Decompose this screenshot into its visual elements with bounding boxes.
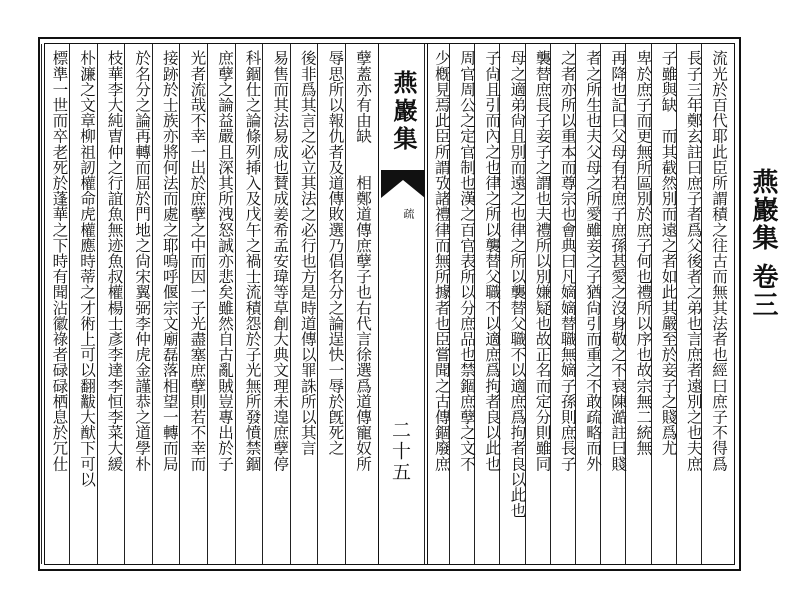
text-column: 庶孽之論益嚴且深其所洩怒誠亦悲矣雖然自古亂賊豈專出於子 xyxy=(216,50,234,472)
text-column: 朴濂之文章柳祖訒權命虎權應時蒂之才術上可以翻黻大猷下可以 xyxy=(78,50,96,487)
text-column: 光者流哉不幸一出於庶孽之中而因一子光盡塞庶孽則若不幸而 xyxy=(188,50,207,472)
page-number: 二十五 xyxy=(389,420,411,483)
text-column: 卑於庶子而更無所區別於庶子何也禮所以序也故宗無二統無 xyxy=(634,50,653,456)
text-column: 母之適弟尙且別而遠之也律之所以襲替父職不以適庶爲拘者良以此也 xyxy=(508,50,527,518)
text-column: 後非爲其言之必立其法之必行也方是時道傳以罪誅所以其言 xyxy=(298,50,317,456)
text-column: 於名分之論再轉而屈於門地之尙宋翼弼李仲虎金謹恭之道學朴 xyxy=(133,50,152,472)
text-column: 科錮仕之論條列揷入及戊午之禍士流積怨於子光無所發憤禁錮 xyxy=(243,50,262,472)
text-column: 易售而其法易成也賛成姜希孟安瑋等草創大典文理未遑庶孽停 xyxy=(271,50,290,472)
fish-tail-ornament xyxy=(381,170,425,198)
text-column: 之者亦所以重本而尊宗也會典曰凡嫡嫡替職無嫡子孫則庶長子 xyxy=(558,50,577,472)
text-column: 者之所生也夫父母之所愛雖妾之子猶尙引而重之不敢疏略而外 xyxy=(584,50,602,472)
text-column: 子尙且引而內之也律之所以襲替父職不以適庶爲拘者良以此也 xyxy=(483,50,502,472)
text-column: 辱思所以報仇者及道傳敗選乃倡名分之論逞快一辱於旣死之 xyxy=(326,50,345,456)
text-column: 枝華李大純曺仲之行誼魚無迹魚叔權楊士彥李達李恒李菜大緩 xyxy=(105,50,124,472)
text-column: 長子三年鄭玄註曰庶子者爲父後者之弟也言庶者遠別之也夫庶 xyxy=(684,50,703,472)
fold-title: 燕巖集 xyxy=(389,70,418,154)
text-column: 標準一世而卒老死於蓬華之下時有聞沾徽祿者碌碌栖息於冗仕 xyxy=(50,50,69,472)
text-column: 孽蓋亦有由缺 相鄭道傳庶孽子也右代言徐選爲道傳寵奴所 xyxy=(354,50,372,472)
text-column: 再降也記曰父母有若庶子庶孫甚愛之沒身敬之不衰陳澔註曰賤 xyxy=(609,50,628,472)
column-rule xyxy=(41,44,42,564)
text-column: 子雖與缺 而其截然別而遠之者如此其嚴至於妾子之賤爲尤 xyxy=(659,50,678,456)
text-column: 周官周公之定官制也漢之百官表所以分庶品也禁錮庶孽之文不 xyxy=(458,50,476,472)
fold-label: 疏 xyxy=(402,208,415,219)
text-column: 流光於百代耶此臣所謂積之往古而無其法者也經曰庶子不得爲 xyxy=(710,50,728,472)
running-header: 燕巖集 卷三 xyxy=(748,168,778,320)
text-column: 少槪見焉此臣所謂攷諸禮律而無所據者也臣嘗聞之古傳錮廢庶 xyxy=(432,50,451,472)
text-column: 接跡於士族亦將何法而處之耶嗚呼偃宗文廟磊落相望一轉而局 xyxy=(160,50,179,472)
text-column: 襲替庶長子妾子之謂也夫禮所以別嫌疑也故正名而定分則雖同 xyxy=(533,50,552,472)
